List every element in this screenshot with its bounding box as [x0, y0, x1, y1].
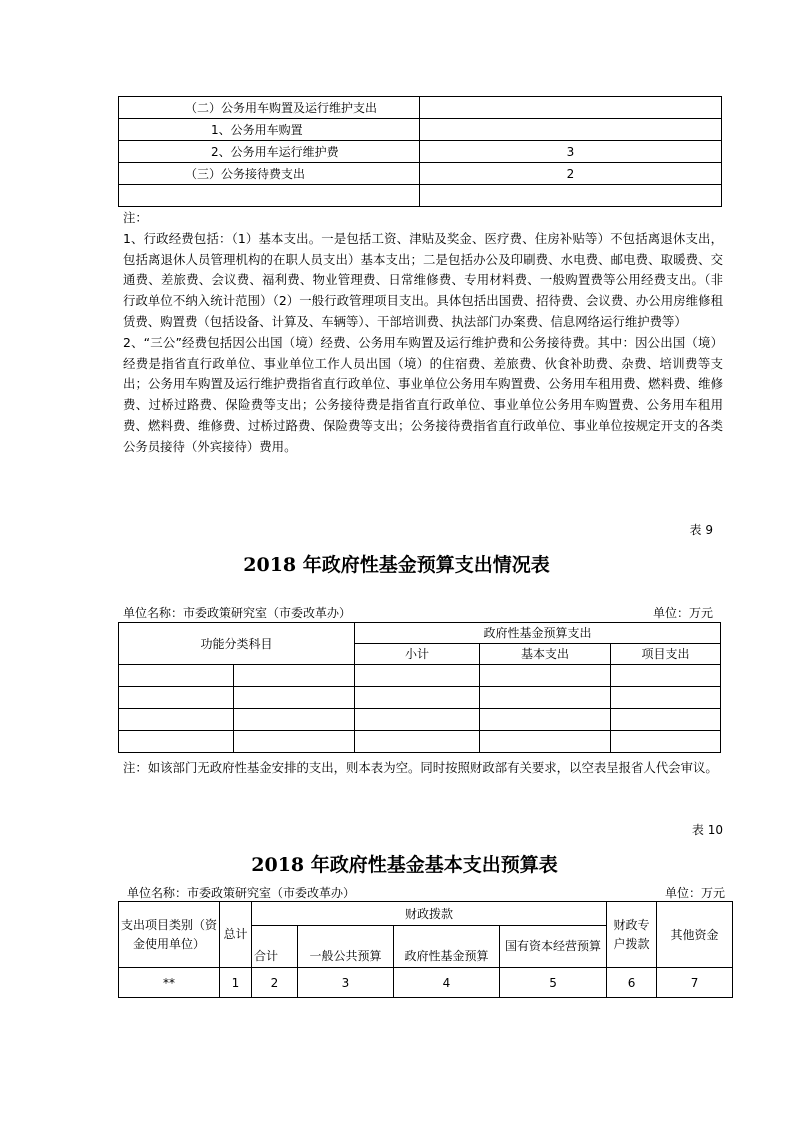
table10-cell: ** — [119, 968, 220, 998]
table10-header-fund: 政府性基金预算 — [394, 926, 500, 968]
table-row — [119, 141, 722, 163]
table10-title: 2018 年政府性基金基本支出预算表 — [251, 854, 558, 876]
table-row — [119, 709, 721, 731]
table9-header-basic: 基本支出 — [480, 644, 611, 665]
table10-header-category: 支出项目类别（资金使用单位） — [119, 902, 220, 968]
table10-header-fiscal: 财政拨款 — [252, 902, 607, 926]
notes-heading: 注： — [123, 210, 148, 225]
row-value — [420, 119, 722, 141]
table9-unit: 单位：万元 — [652, 606, 713, 620]
table10-header-total: 总计 — [220, 902, 252, 968]
table-row — [119, 163, 722, 185]
table-row — [119, 119, 722, 141]
table10-label: 表 10 — [691, 823, 723, 837]
notes-item-2: 2、“三公”经费包括因公出国（境）经费、公务用车购置及运行维护费和公务接待费。其中：因公出国（境）经费是指省直行政单位、事业单位工作人员出国（境）的住宿费、差旅费、伙食补助费、杂费、培训费等支出；公务用车购置及运行维护费指省直行政单位、事业单位公务用车购置费、公务用车租用费、燃料费、维修费、过桥过路费、保险费等支出；公务接待费是指省直行政单位、事业单位公务用车购置费、公务用车租用费、燃料费、维修费、过桥过路费、保险费等支出；公务接待费指省直行政单位、事业单位按规定开支的各类公务员接待（外宾接待）费用。 — [123, 334, 723, 454]
table-row — [119, 968, 733, 998]
table10-header-other: 其他资金 — [657, 902, 733, 968]
row-label — [119, 185, 420, 207]
notes-block — [123, 208, 723, 458]
table-row — [119, 97, 722, 119]
table-row — [119, 665, 721, 687]
table10-header-special: 财政专户拨款 — [607, 902, 657, 968]
table9-header-subtotal: 小计 — [355, 644, 480, 665]
row-label: （二）公务用车购置及运行维护支出 — [119, 97, 420, 119]
notes-item-1: 1、行政经费包括：（1）基本支出。一是包括工资、津贴及奖金、医疗费、住房补贴等）不包括离退休支出，包括离退休人员管理机构的在职人员支出）基本支出；二是包括办公及印刷费、水电费、邮电费、取暖费、交通费、差旅费、会议费、福利费、物业管理费、日常维修费、专用材料费、一般购置费等公用经费支出。（非行政单位不纳入统计范围）（2）一般行政管理项目支出。具体包括出国费、招待费、会议费、办公用房维修租赁费、购置费（包括设备、计算及、车辆等）、干部培训费、执法部门办案费、信息网络运行维护费等） — [123, 230, 723, 329]
table10-header-subtotal: 合计 — [252, 926, 298, 968]
table-row — [119, 731, 721, 753]
row-value: 3 — [420, 141, 722, 163]
table-row — [119, 687, 721, 709]
table10 — [118, 901, 733, 998]
table9-header-group: 政府性基金预算支出 — [355, 623, 721, 644]
top-expense-table — [118, 96, 722, 207]
row-value: 2 — [420, 163, 722, 185]
table9-header-category: 功能分类科目 — [119, 623, 355, 665]
table9-title: 2018 年政府性基金预算支出情况表 — [243, 554, 550, 576]
table9-note: 注：如该部门无政府性基金安排的支出，则本表为空。同时按照财政部有关要求，以空表呈报省人代会审议。 — [123, 760, 718, 775]
table10-unit-name: 单位名称：市委政策研究室（市委改革办） — [127, 886, 356, 900]
table9-header-project: 项目支出 — [611, 644, 721, 665]
table10-cell: 7 — [657, 968, 733, 998]
table10-cell: 5 — [500, 968, 607, 998]
row-label: （三）公务接待费支出 — [119, 163, 420, 185]
table10-cell: 1 — [220, 968, 252, 998]
table10-cell: 2 — [252, 968, 298, 998]
table10-cell: 3 — [298, 968, 394, 998]
row-value — [420, 97, 722, 119]
table10-cell: 4 — [394, 968, 500, 998]
table10-unit: 单位：万元 — [664, 886, 725, 900]
table10-header-general: 一般公共预算 — [298, 926, 394, 968]
table9 — [118, 622, 721, 753]
table10-cell: 6 — [607, 968, 657, 998]
table9-unit-name: 单位名称：市委政策研究室（市委改革办） — [123, 606, 352, 620]
row-value — [420, 185, 722, 207]
row-label: 2、公务用车运行维护费 — [119, 141, 420, 163]
table10-header-state: 国有资本经营预算 — [500, 926, 607, 968]
table-row — [119, 185, 722, 207]
table9-label: 表 9 — [689, 523, 713, 537]
row-label: 1、公务用车购置 — [119, 119, 420, 141]
